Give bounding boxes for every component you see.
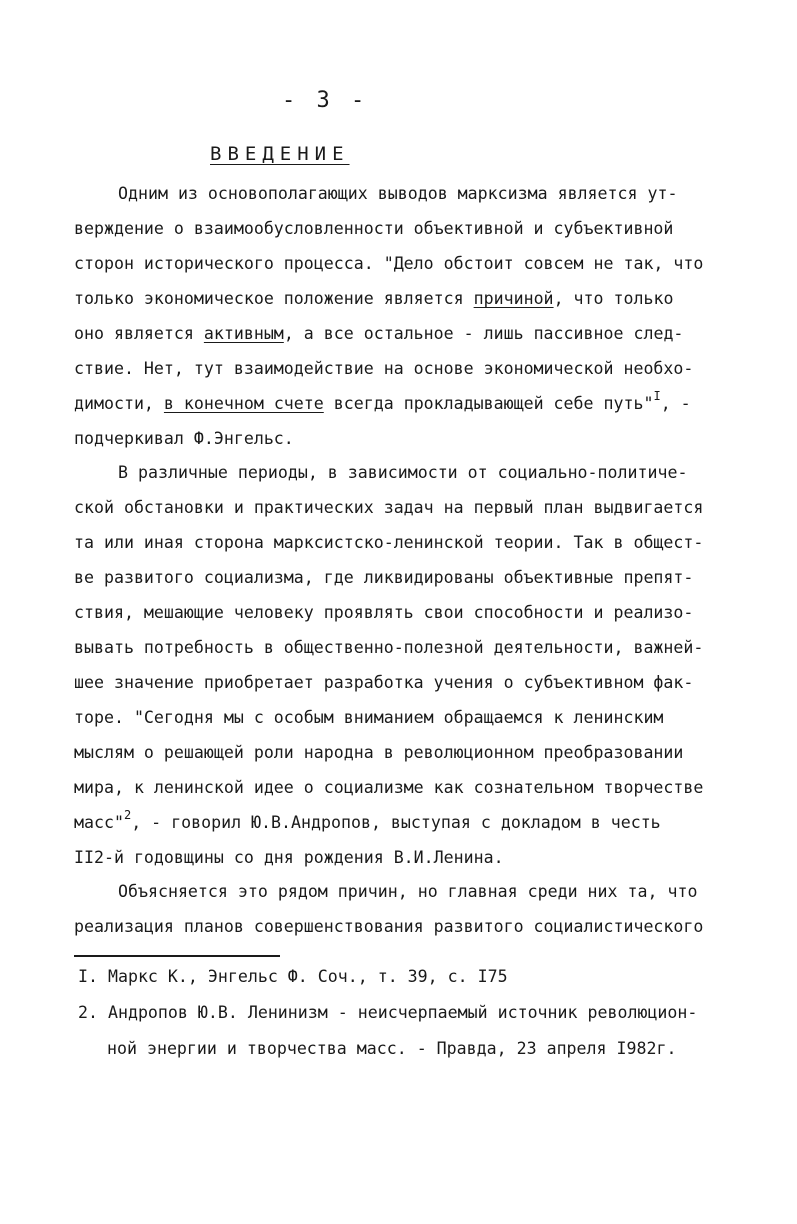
body-line: подчеркивал Ф.Энгельс. xyxy=(74,429,294,448)
body-line: та или иная сторона марксистско-ленинской теории. Так в общест- xyxy=(74,533,704,552)
text-run: оно является xyxy=(74,324,204,343)
body-line: верждение о взаимообусловленности объективной и субъективной xyxy=(74,219,674,238)
body-line: Одним из основополагающих выводов марксизма является ут- xyxy=(118,184,678,203)
body-line: ве развитого социализма, где ликвидированы объективные препят- xyxy=(74,568,694,587)
section-heading: ВВЕДЕНИЕ xyxy=(210,143,350,165)
body-line xyxy=(74,291,673,308)
body-line: ствие. Нет, тут взаимодействие на основе экономической необхо- xyxy=(74,359,694,378)
footnote-ref: 2 xyxy=(123,808,132,822)
footnote-ref: I xyxy=(653,389,661,403)
text-run: , - xyxy=(660,394,691,413)
body-line: реализация планов совершенствования развитого социалистического xyxy=(74,917,704,936)
body-line: торе. "Сегодня мы с особым вниманием обращаемся к ленинским xyxy=(74,708,664,727)
text-run: масс" xyxy=(74,813,124,832)
body-line xyxy=(74,326,683,343)
text-run: , - говорил Ю.В.Андропов, выступая с докладом в честь xyxy=(131,813,661,832)
text-run: , а все остальное - лишь пассивное след- xyxy=(283,324,684,343)
page-number: - 3 - xyxy=(282,88,369,113)
text-run: димости, xyxy=(74,394,164,413)
text-run: только экономическое положение является xyxy=(74,289,474,308)
body-line: мыслям о решающей роли народна в революционном преобразовании xyxy=(74,743,684,762)
body-line: В различные периоды, в зависимости от социально-политиче- xyxy=(118,463,688,482)
body-line xyxy=(74,808,661,832)
body-line: ской обстановки и практических задач на первый план выдвигается xyxy=(74,498,704,517)
text-run: , что только xyxy=(553,289,674,308)
footnote-1: I. Маркс К., Энгельс Ф. Соч., т. 39, с. I75 xyxy=(78,967,508,986)
body-line: Объясняется это рядом причин, но главная среди них та, что xyxy=(118,882,698,901)
footnote-2: 2. Андропов Ю.В. Ленинизм - неисчерпаемый источник революцион- xyxy=(78,1003,698,1022)
body-line xyxy=(74,389,691,413)
body-line: II2-й годовщины со дня рождения В.И.Ленина. xyxy=(74,848,504,867)
underlined-term: в конечном счете xyxy=(163,394,324,413)
body-line: шее значение приобретает разработка учения о субъективном фак- xyxy=(74,673,694,692)
body-line: сторон исторического процесса. "Дело обстоит совсем не так, что xyxy=(74,254,704,273)
body-line: вывать потребность в общественно-полезной деятельности, важней- xyxy=(74,638,704,657)
underlined-term: активным xyxy=(203,324,284,343)
underlined-term: причиной xyxy=(473,289,554,308)
body-line: ствия, мешающие человеку проявлять свои способности и реализо- xyxy=(74,603,694,622)
text-run: всегда прокладывающей себе путь" xyxy=(323,394,654,413)
body-line: мира, к ленинской идее о социализме как сознательном творчестве xyxy=(74,778,704,797)
footnote-divider xyxy=(74,955,280,957)
footnote-2-continued: ной энергии и творчества масс. - Правда, 23 апреля I982г. xyxy=(107,1039,677,1058)
